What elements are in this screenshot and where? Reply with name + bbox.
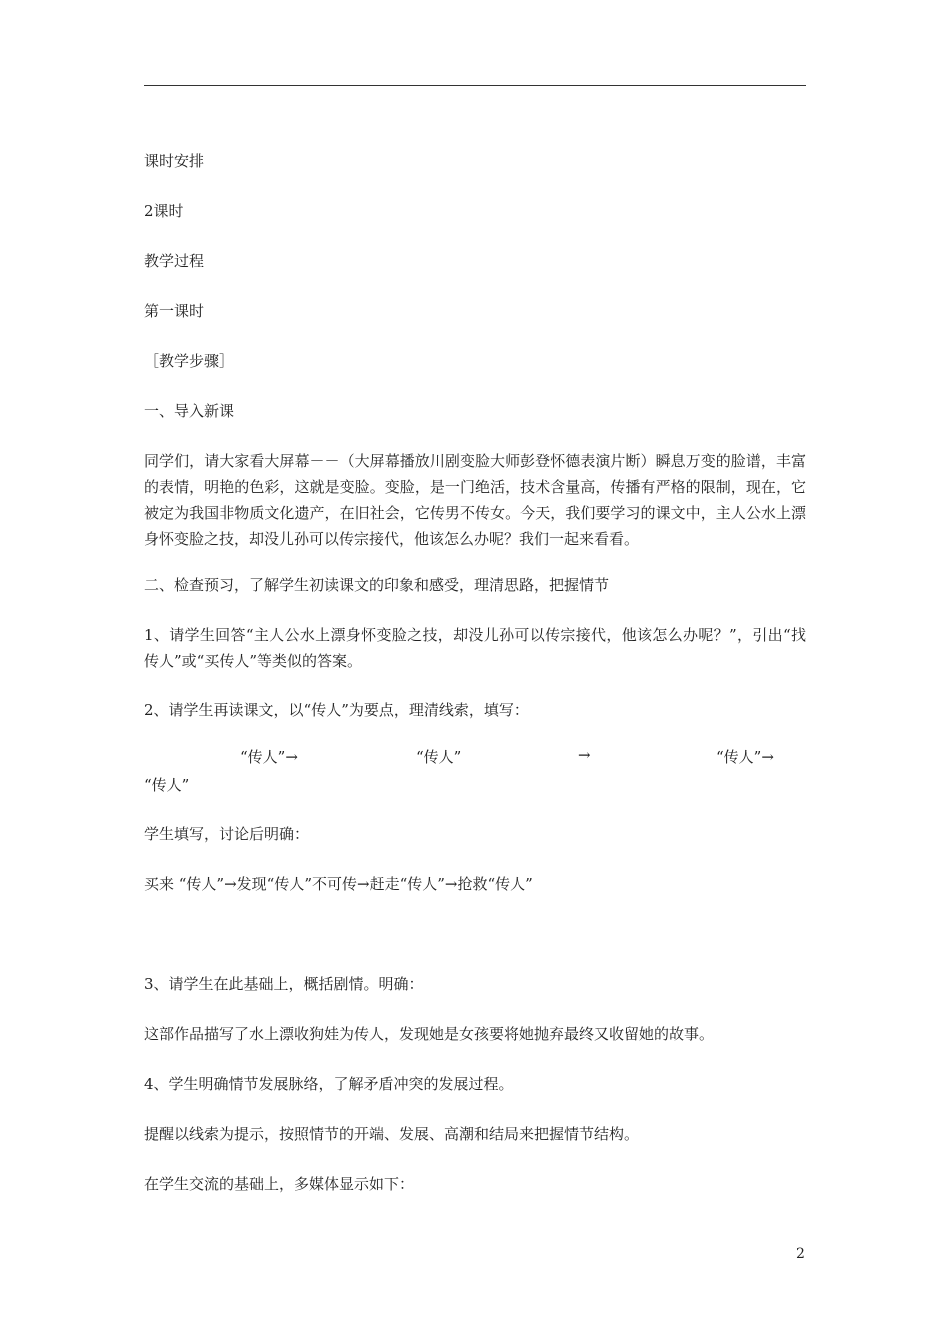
schedule-value: 2课时 — [144, 202, 184, 220]
plot-summary: 这部作品描写了水上漂收狗娃为传人，发现她是女孩要将她抛弃最终又收留她的故事。 — [144, 1025, 715, 1043]
section-two-heading: 二、检查预习，了解学生初读课文的印象和感受，理清思路，把握情节 — [144, 576, 610, 594]
discuss-line: 学生填写，讨论后明确： — [144, 825, 310, 843]
chain-arrow: → — [578, 746, 591, 764]
item-three: 3、请学生在此基础上，概括剧情。明确： — [144, 975, 424, 993]
lesson-one-heading: 第一课时 — [144, 302, 205, 320]
chain-blank-4: “传人” — [144, 776, 190, 794]
schedule-heading: 课时安排 — [144, 152, 205, 170]
item-four: 4、学生明确情节发展脉络，了解矛盾冲突的发展过程。 — [144, 1075, 514, 1093]
chain-blank-2: “传人” — [416, 748, 462, 766]
steps-heading: ［教学步骤］ — [144, 352, 235, 370]
reminder-line: 提醒以线索为提示，按照情节的开端、发展、高潮和结局来把握情节结构。 — [144, 1125, 640, 1143]
page-number: 2 — [796, 1246, 805, 1262]
item-two: 2、请学生再读课文，以“传人”为要点，理清线索，填写： — [144, 701, 529, 719]
fill-in-chain — [144, 746, 806, 772]
section-one-heading: 一、导入新课 — [144, 402, 235, 420]
chain-blank-1: “传人”→ — [240, 748, 298, 766]
answer-chain: 买来 “传人”→发现“传人”不可传→赶走“传人”→抢救“传人” — [144, 875, 533, 893]
intro-paragraph: 同学们，请大家看大屏幕－－（大屏幕播放川剧变脸大师彭登怀德表演片断）瞬息万变的脸谱，丰富的表情，明艳的色彩，这就是变脸。变脸，是一门绝活，技术含量高，传播有严格的限制，现在，它被定为我国非物质文化遗产，在旧社会，它传男不传女。今天，我们要学习的课文中，主人公水上漂身怀变脸之技，却没儿孙可以传宗接代，他该怎么办呢？我们一起来看看。 — [144, 452, 806, 548]
multimedia-line: 在学生交流的基础上，多媒体显示如下： — [144, 1175, 415, 1193]
item-one: 1、请学生回答“主人公水上漂身怀变脸之技，却没儿孙可以传宗接代，他该怎么办呢？”，引出“找传人”或“买传人”等类似的答案。 — [144, 626, 806, 670]
header-rule — [144, 85, 806, 86]
chain-blank-3: “传人”→ — [716, 748, 774, 766]
process-heading: 教学过程 — [144, 252, 205, 270]
